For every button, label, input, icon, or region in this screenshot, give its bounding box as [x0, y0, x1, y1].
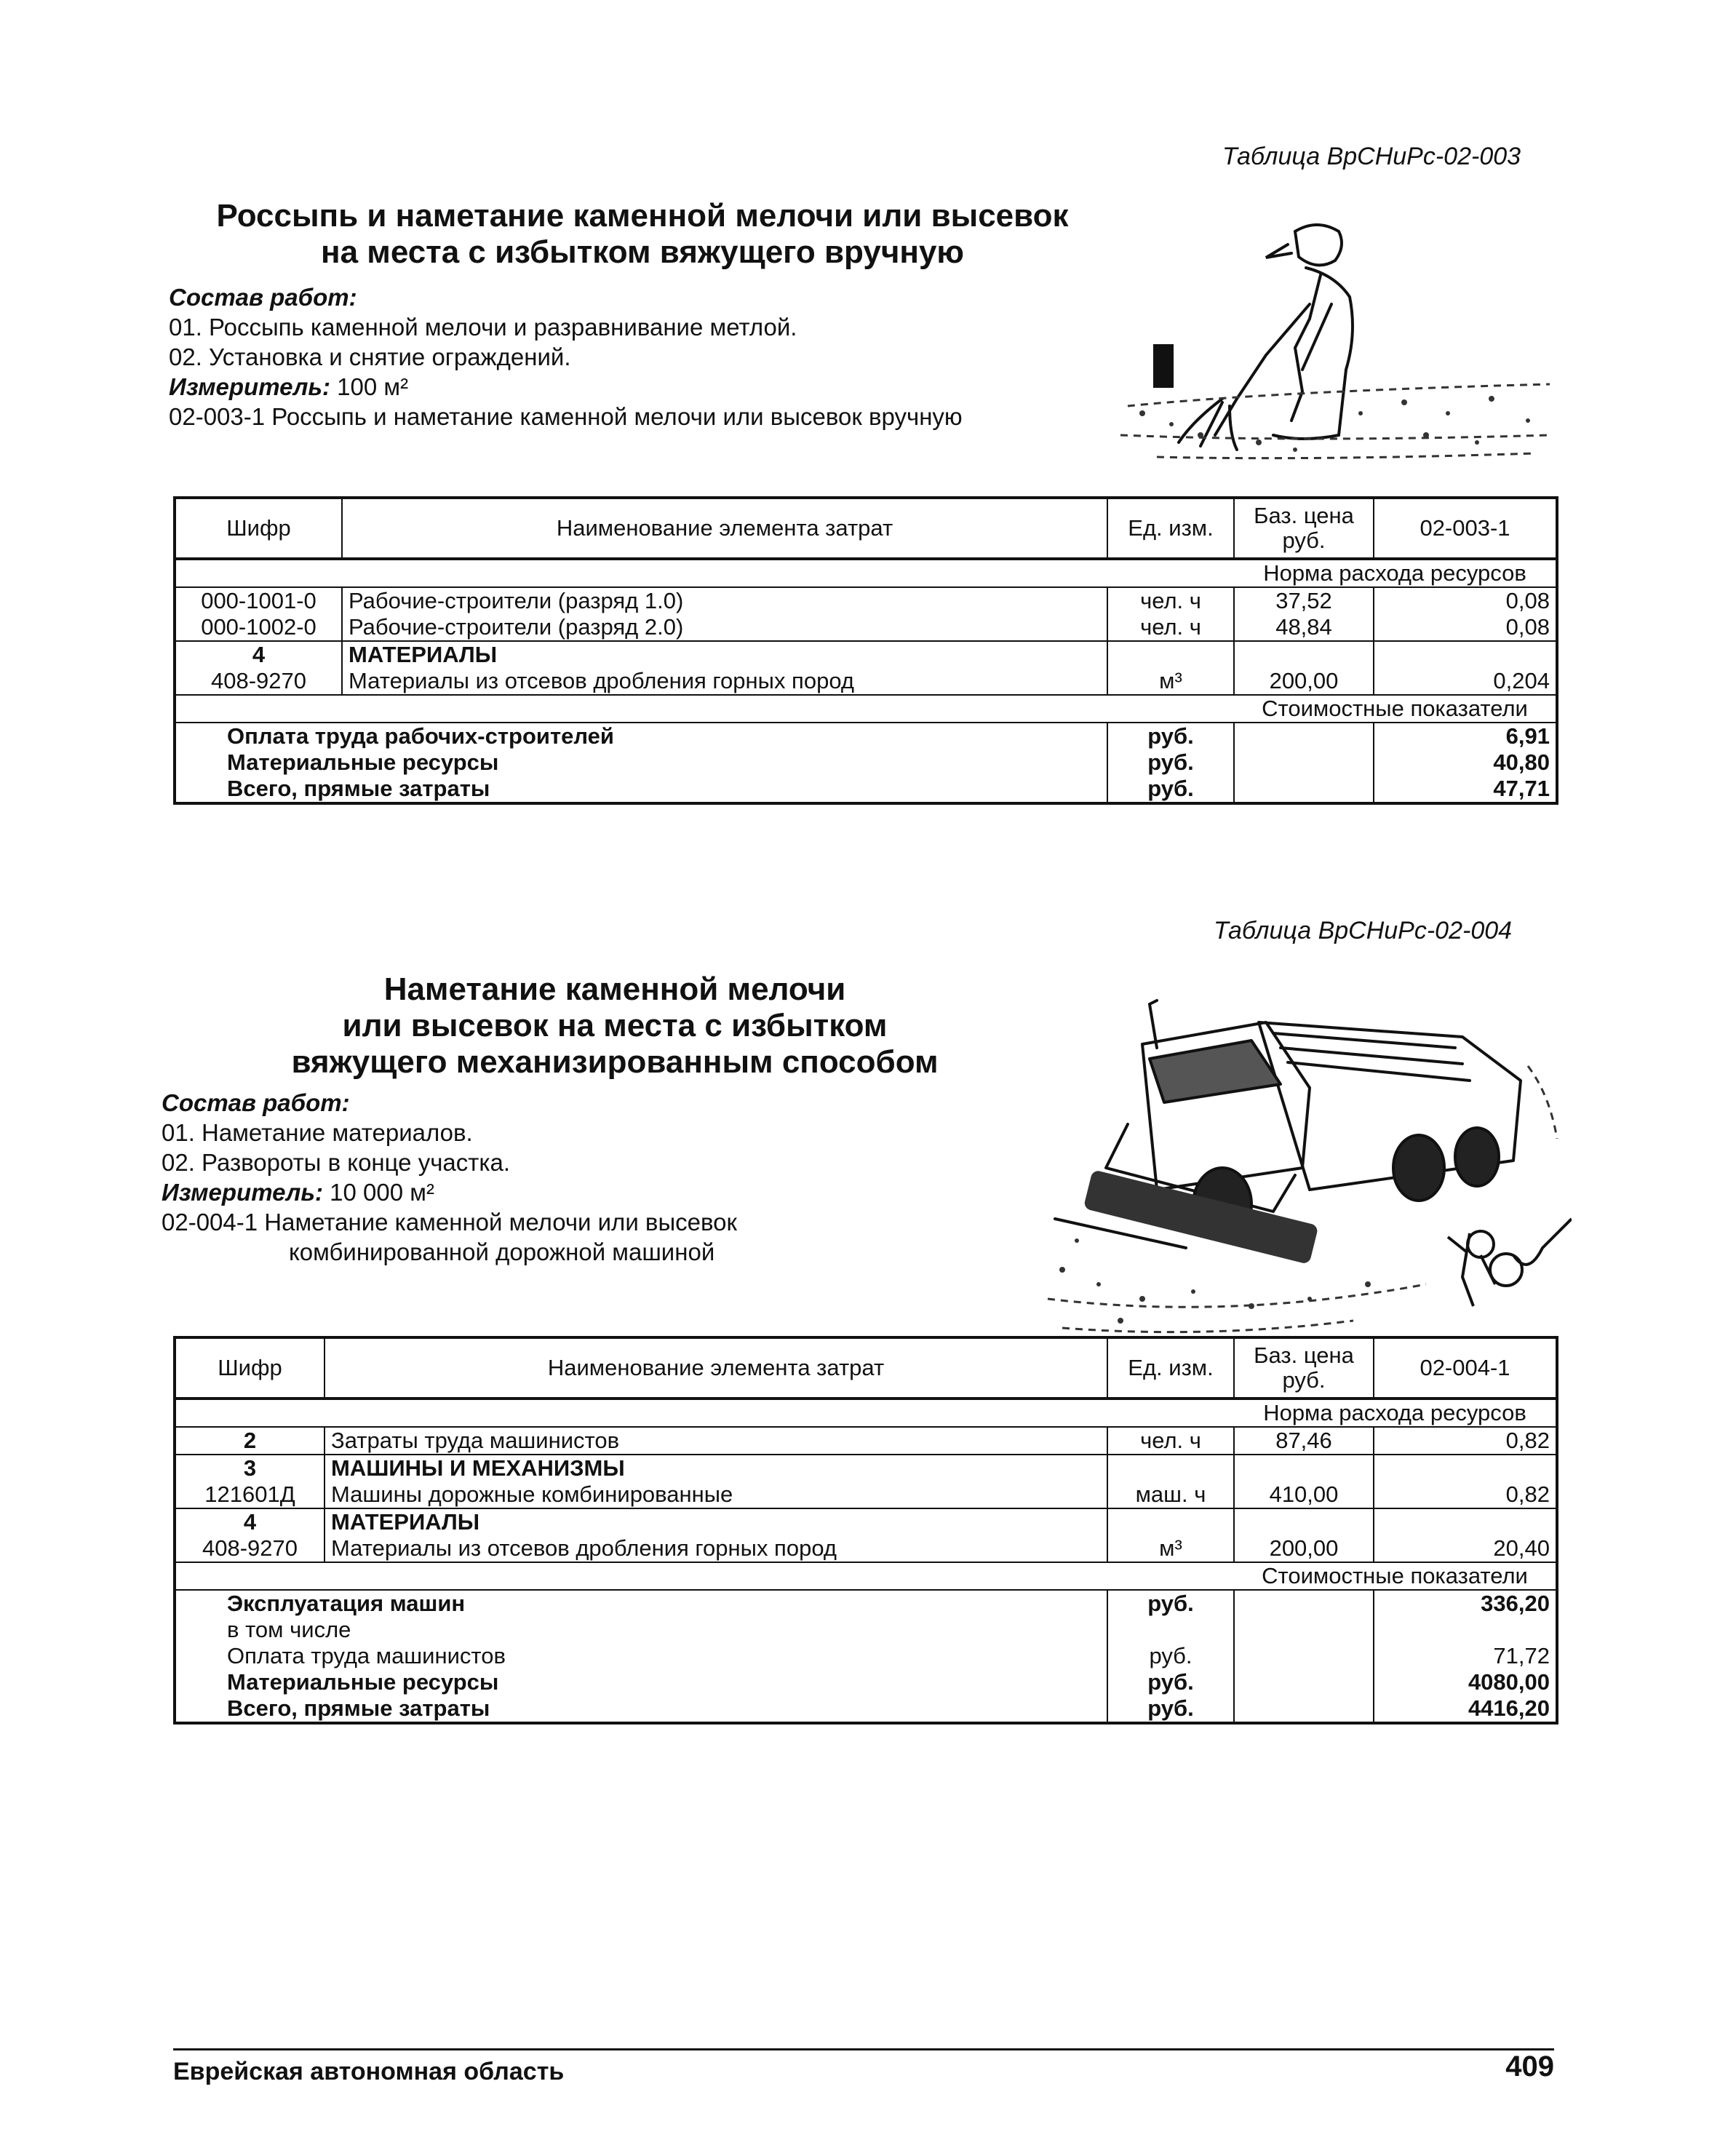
cost-unit: руб. [1107, 1669, 1234, 1695]
cost-name: Эксплуатация машин [175, 1590, 1107, 1617]
cell-code: 4 [175, 641, 342, 668]
table-row [175, 668, 1557, 695]
title-line: вяжущего механизированным способом [291, 1044, 939, 1080]
meter-value: 100 м² [337, 373, 409, 400]
work-description [169, 282, 963, 431]
header-price: Баз. цена руб. [1234, 498, 1374, 559]
cell-code: 408-9270 [175, 668, 342, 695]
cost-row [175, 1695, 1557, 1723]
cost-unit: руб. [1107, 1643, 1234, 1669]
work-item: 01. Наметание материалов. [162, 1119, 473, 1146]
table-header [175, 1337, 1557, 1399]
cost-unit [1107, 1617, 1234, 1643]
cost-unit: руб. [1107, 1695, 1234, 1723]
cost-name: Всего, прямые затраты [175, 1695, 1107, 1723]
cost-unit: руб. [1107, 1590, 1234, 1617]
cost-unit: руб. [1107, 749, 1234, 776]
section-row [175, 1562, 1557, 1590]
header-name: Наименование элемента затрат [325, 1337, 1107, 1399]
cost-value: 71,72 [1374, 1643, 1557, 1669]
item-line: 02-003-1 Россыпь и наметание каменной мелочи или высевок вручную [169, 403, 963, 430]
meter-line [169, 372, 963, 402]
cell-value [1374, 1455, 1557, 1481]
item-line: комбинированной дорожной машиной [289, 1238, 715, 1265]
cell-value [1374, 1508, 1557, 1535]
cell-code: 4 [175, 1508, 325, 1535]
cost-row [175, 723, 1557, 749]
work-item: 02. Установка и снятие ограждений. [169, 343, 571, 370]
cost-value: 336,20 [1374, 1590, 1557, 1617]
section-title [240, 971, 990, 1081]
meter-label: Измеритель: [162, 1179, 323, 1206]
table-row [175, 1455, 1557, 1481]
section-row [175, 559, 1557, 587]
cost-row [175, 1669, 1557, 1695]
cost-unit: руб. [1107, 776, 1234, 803]
cell-price: 37,52 [1234, 587, 1374, 614]
cell-value: 0,82 [1374, 1427, 1557, 1455]
header-name: Наименование элемента затрат [342, 498, 1107, 559]
norm-section-label: Норма расхода ресурсов [1234, 559, 1557, 587]
cell-value: 20,40 [1374, 1535, 1557, 1562]
table-label: Таблица ВрСНиРс-02-004 [1214, 917, 1513, 944]
cell-name: Материалы из отсевов дробления горных пород [342, 668, 1107, 695]
cell-unit: чел. ч [1107, 587, 1234, 614]
cell-value: 0,82 [1374, 1481, 1557, 1508]
cost-value: 40,80 [1374, 749, 1557, 776]
work-item: 02. Развороты в конце участка. [162, 1149, 511, 1176]
header-unit: Ед. изм. [1107, 1337, 1234, 1399]
cell-unit: маш. ч [1107, 1481, 1234, 1508]
cell-name: МАТЕРИАЛЫ [342, 641, 1107, 668]
road-machine-illustration [1033, 979, 1572, 1342]
cell-price: 200,00 [1234, 668, 1374, 695]
worker-sweeping-illustration [1113, 217, 1564, 468]
cell-code: 000-1001-0 [175, 587, 342, 614]
cell-name: Рабочие-строители (разряд 2.0) [342, 614, 1107, 641]
page-number: 409 [1505, 2050, 1554, 2083]
cell-code: 121601Д [175, 1481, 325, 1508]
composition-label: Состав работ: [169, 284, 357, 311]
table-row [175, 1481, 1557, 1508]
cost-name: в том числе [175, 1617, 1107, 1643]
cell-unit [1107, 641, 1234, 668]
footer-region: Еврейская автономная область [173, 2058, 565, 2085]
cost-name: Оплата труда машинистов [175, 1643, 1107, 1669]
cell-price: 200,00 [1234, 1535, 1374, 1562]
table-row [175, 587, 1557, 614]
cell-name: Затраты труда машинистов [325, 1427, 1107, 1455]
table-row [175, 614, 1557, 641]
cell-value: 0,204 [1374, 668, 1557, 695]
header-code: Шифр [175, 1337, 325, 1399]
norm-section-label: Норма расхода ресурсов [1234, 1399, 1557, 1427]
table-row [175, 1427, 1557, 1455]
cell-code: 3 [175, 1455, 325, 1481]
cell-price: 410,00 [1234, 1481, 1374, 1508]
resource-table [173, 496, 1558, 805]
table-row [175, 1508, 1557, 1535]
cell-price [1234, 641, 1374, 668]
cell-price [1234, 1455, 1374, 1481]
table-label: Таблица ВрСНиРс-02-003 [1222, 143, 1521, 170]
cost-unit: руб. [1107, 723, 1234, 749]
cell-name: МАТЕРИАЛЫ [325, 1508, 1107, 1535]
header-code: Шифр [175, 498, 342, 559]
cell-unit: м³ [1107, 1535, 1234, 1562]
cell-unit: чел. ч [1107, 1427, 1234, 1455]
cell-price: 87,46 [1234, 1427, 1374, 1455]
cost-name: Всего, прямые затраты [175, 776, 1107, 803]
cell-name: Рабочие-строители (разряд 1.0) [342, 587, 1107, 614]
cost-section-label: Стоимостные показатели [1234, 695, 1557, 723]
cost-value: 4080,00 [1374, 1669, 1557, 1695]
title-line: на места с избытком вяжущего вручную [321, 234, 964, 270]
cell-price: 48,84 [1234, 614, 1374, 641]
cost-value [1374, 1617, 1557, 1643]
cell-code: 408-9270 [175, 1535, 325, 1562]
cost-name: Материальные ресурсы [175, 749, 1107, 776]
cost-row [175, 1643, 1557, 1669]
cost-row [175, 1617, 1557, 1643]
cost-name: Материальные ресурсы [175, 1669, 1107, 1695]
title-line: Россыпь и наметание каменной мелочи или высевок [216, 198, 1069, 234]
table-header [175, 498, 1557, 559]
resource-table [173, 1336, 1558, 1725]
header-price: Баз. цена руб. [1234, 1337, 1374, 1399]
composition-label: Состав работ: [162, 1089, 350, 1116]
meter-line [162, 1177, 737, 1207]
section-row [175, 695, 1557, 723]
cost-section-label: Стоимостные показатели [1234, 1562, 1557, 1590]
table-row [175, 1535, 1557, 1562]
cost-value: 6,91 [1374, 723, 1557, 749]
meter-value: 10 000 м² [330, 1179, 434, 1206]
header-norm: 02-004-1 [1374, 1337, 1557, 1399]
work-item: 01. Россыпь каменной мелочи и разравнивание метлой. [169, 314, 797, 341]
footer-divider [173, 2048, 1554, 2050]
title-line: или высевок на места с избытком [342, 1008, 888, 1043]
section-row [175, 1399, 1557, 1427]
cell-unit [1107, 1455, 1234, 1481]
item-line: 02-004-1 Наметание каменной мелочи или высевок [162, 1209, 737, 1236]
cell-name: МАШИНЫ И МЕХАНИЗМЫ [325, 1455, 1107, 1481]
cost-value: 4416,20 [1374, 1695, 1557, 1723]
meter-label: Измеритель: [169, 373, 330, 400]
cost-row [175, 1590, 1557, 1617]
cell-unit: м³ [1107, 668, 1234, 695]
cell-code: 2 [175, 1427, 325, 1455]
table-row [175, 641, 1557, 668]
cell-value: 0,08 [1374, 587, 1557, 614]
header-norm: 02-003-1 [1374, 498, 1557, 559]
cell-name: Машины дорожные комбинированные [325, 1481, 1107, 1508]
work-description [162, 1088, 737, 1267]
cell-value: 0,08 [1374, 614, 1557, 641]
cost-name: Оплата труда рабочих-строителей [175, 723, 1107, 749]
header-unit: Ед. изм. [1107, 498, 1234, 559]
cost-row [175, 749, 1557, 776]
cell-value [1374, 641, 1557, 668]
cell-name: Материалы из отсевов дробления горных пород [325, 1535, 1107, 1562]
cell-unit [1107, 1508, 1234, 1535]
cell-unit: чел. ч [1107, 614, 1234, 641]
cell-price [1234, 1508, 1374, 1535]
title-line: Наметание каменной мелочи [383, 971, 846, 1007]
cell-code: 000-1002-0 [175, 614, 342, 641]
cost-value: 47,71 [1374, 776, 1557, 803]
section-title [173, 198, 1112, 271]
cost-row [175, 776, 1557, 803]
